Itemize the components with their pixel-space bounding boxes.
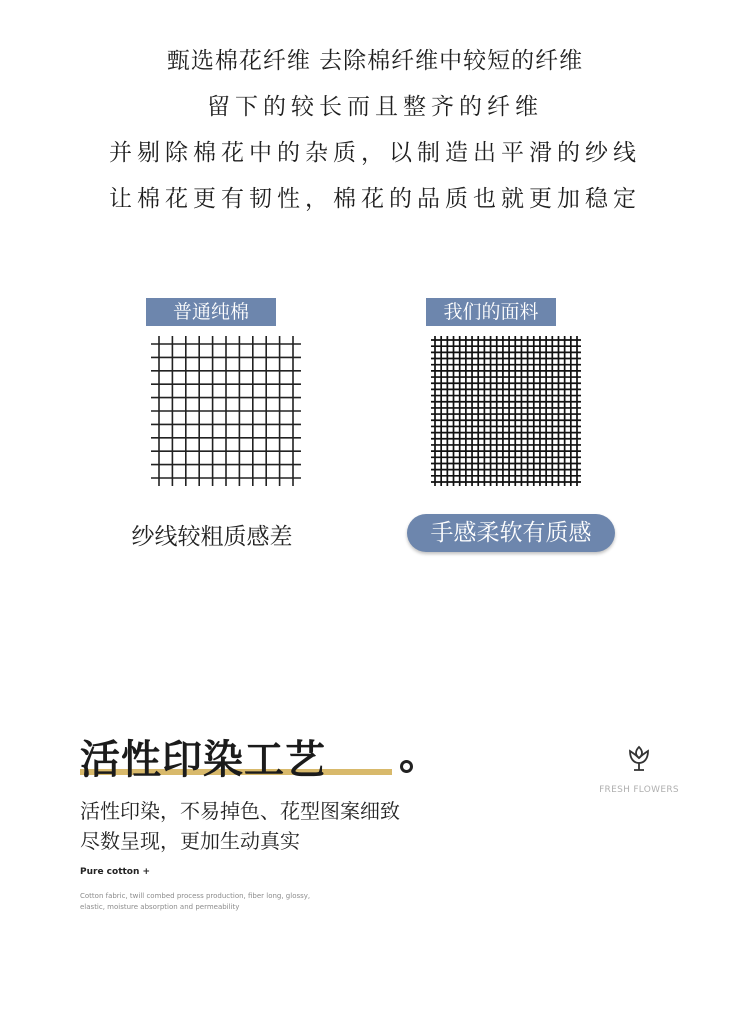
coarse-weave-grid: [126, 336, 326, 486]
brand-text: FRESH FLOWERS: [599, 785, 679, 795]
fabric-small-description: [80, 891, 400, 913]
intro-line-2: 留下的较长而且整齐的纤维: [207, 94, 543, 120]
regular-cotton-badge: 普通纯棉: [146, 298, 276, 326]
description-line-1: 活性印染，不易掉色、花型图案细致: [80, 799, 400, 823]
comparison-our-fabric: [406, 298, 606, 486]
pure-cotton-label: Pure cotton +: [80, 867, 151, 877]
section-title: 活性印染工艺: [80, 737, 326, 783]
regular-cotton-caption: 纱线较粗质感差: [131, 524, 293, 550]
our-fabric-badge: 我们的面料: [426, 298, 556, 326]
brand-logo: [598, 743, 680, 795]
tulip-icon: [624, 743, 654, 773]
small-description-line-1: Cotton fabric, twill combed process production, fiber long, glossy,: [80, 892, 311, 900]
small-description-line-2: elastic, moisture absorption and permeability: [80, 903, 240, 911]
our-fabric-caption: 手感柔软有质感: [407, 514, 615, 552]
fine-grid-svg: [431, 336, 581, 486]
description-line-2: 尽数呈现，更加生动真实: [80, 829, 300, 853]
title-dot-icon: [400, 760, 413, 773]
fine-weave-grid: [406, 336, 606, 486]
intro-line-4: 让棉花更有韧性，棉花的品质也就更加稳定: [109, 186, 641, 212]
intro-text-block: [0, 38, 750, 222]
comparison-regular-cotton: [126, 298, 326, 486]
intro-line-3: 并剔除棉花中的杂质，以制造出平滑的纱线: [109, 140, 641, 166]
coarse-grid-svg: [151, 336, 301, 486]
intro-line-1: 甄选棉花纤维 去除棉纤维中较短的纤维: [166, 48, 584, 74]
section-description: [80, 796, 400, 856]
